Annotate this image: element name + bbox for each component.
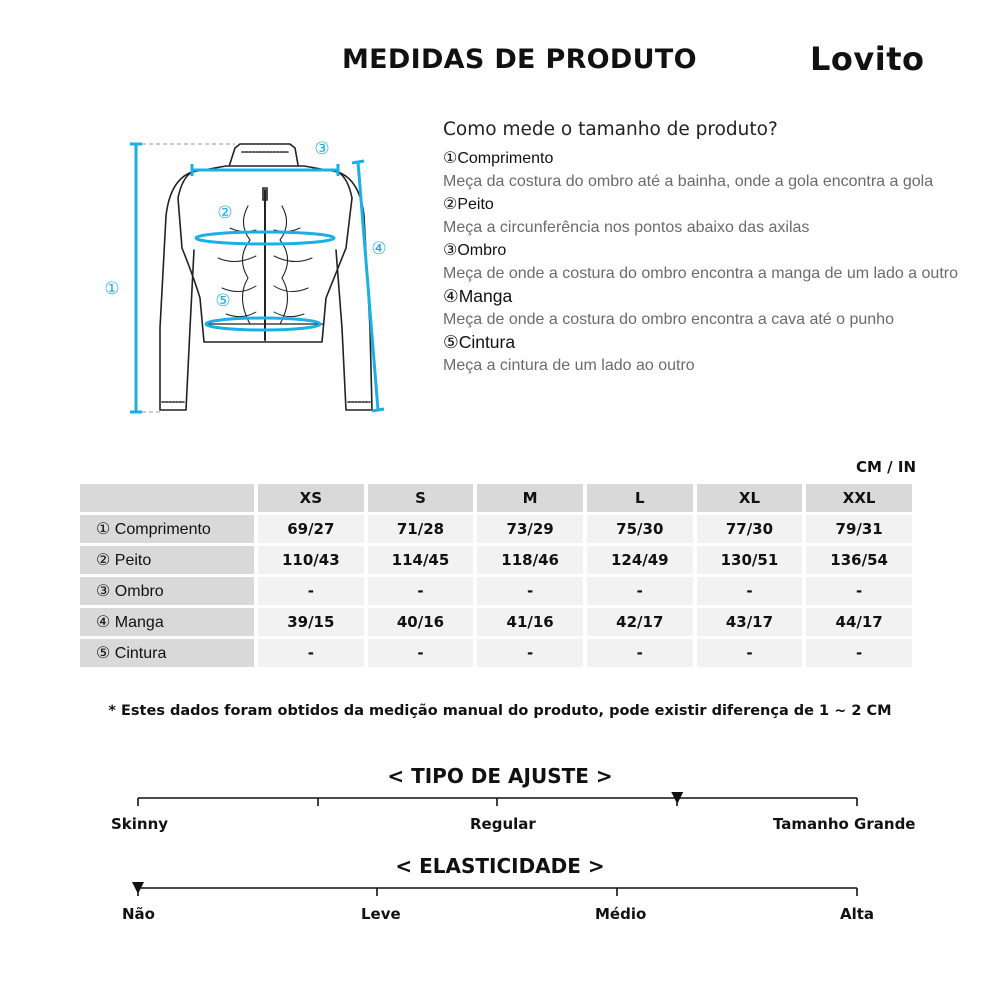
guide-item-title: ⑤Cintura xyxy=(443,332,516,352)
row-label: ⑤ Cintura xyxy=(80,639,254,667)
table-cell: 124/49 xyxy=(587,546,693,574)
table-cell: 110/43 xyxy=(258,546,364,574)
guide-item-title: ②Peito xyxy=(443,196,494,213)
fit-label: Regular xyxy=(470,815,536,833)
table-cell: 42/17 xyxy=(587,608,693,636)
guide-item-desc: Meça a circunferência nos pontos abaixo das axilas xyxy=(443,219,810,236)
disclaimer-note: * Estes dados foram obtidos da medição manual do produto, pode existir diferença de 1 ~ 2 CM xyxy=(108,703,892,719)
measuring-guide xyxy=(443,119,963,377)
row-label: ② Peito xyxy=(80,546,254,574)
marker-chest: ② xyxy=(217,203,233,223)
fit-label: Skinny xyxy=(111,815,169,833)
table-cell: 40/16 xyxy=(368,608,474,636)
brand-logo: Lovito xyxy=(810,40,925,78)
size-header: S xyxy=(368,484,474,512)
marker-waist: ⑤ xyxy=(215,291,231,311)
fit-type-scale xyxy=(0,790,1000,810)
table-cell: 44/17 xyxy=(806,608,912,636)
marker-length: ① xyxy=(104,279,120,299)
table-row xyxy=(80,515,912,543)
table-cell: 114/45 xyxy=(368,546,474,574)
size-header: XL xyxy=(697,484,803,512)
table-cell: - xyxy=(806,577,912,605)
guide-item-desc: Meça a cintura de um lado ao outro xyxy=(443,357,695,374)
page-title: MEDIDAS DE PRODUTO xyxy=(342,44,697,75)
elasticity-title: < ELASTICIDADE > xyxy=(395,854,605,878)
guide-item-title: ①Comprimento xyxy=(443,150,554,167)
table-cell: - xyxy=(697,577,803,605)
guide-item-title: ④Manga xyxy=(443,286,513,306)
guide-item-desc: Meça de onde a costura do ombro encontra a manga de um lado a outro xyxy=(443,265,958,282)
table-row xyxy=(80,639,912,667)
table-cell: 73/29 xyxy=(477,515,583,543)
table-cell: - xyxy=(697,639,803,667)
marker-shoulder: ③ xyxy=(314,139,330,159)
table-header-row xyxy=(80,484,912,512)
fit-label: Tamanho Grande xyxy=(773,815,916,833)
table-cell: 136/54 xyxy=(806,546,912,574)
table-row xyxy=(80,577,912,605)
guide-item-title: ③Ombro xyxy=(443,242,507,259)
elasticity-label: Leve xyxy=(361,905,401,923)
jacket-outline-illustration xyxy=(160,144,372,410)
table-cell: - xyxy=(368,639,474,667)
table-cell: 118/46 xyxy=(477,546,583,574)
table-row xyxy=(80,546,912,574)
table-cell: - xyxy=(258,577,364,605)
table-cell: - xyxy=(368,577,474,605)
elasticity-label: Alta xyxy=(840,905,875,923)
units-label: CM / IN xyxy=(856,458,916,476)
elasticity-label: Não xyxy=(122,905,155,923)
row-label: ③ Ombro xyxy=(80,577,254,605)
table-cell: 43/17 xyxy=(697,608,803,636)
guide-item-desc: Meça de onde a costura do ombro encontra a cava até o punho xyxy=(443,311,894,328)
marker-sleeve: ④ xyxy=(371,239,387,259)
table-cell: 71/28 xyxy=(368,515,474,543)
guide-question: Como mede o tamanho de produto? xyxy=(443,119,778,140)
elasticity-label: Médio xyxy=(595,905,647,923)
garment-diagram xyxy=(90,128,410,428)
table-cell: - xyxy=(587,639,693,667)
size-header: M xyxy=(477,484,583,512)
table-cell: - xyxy=(806,639,912,667)
table-cell: - xyxy=(258,639,364,667)
table-cell: - xyxy=(477,639,583,667)
row-label: ① Comprimento xyxy=(80,515,254,543)
fit-type-title: < TIPO DE AJUSTE > xyxy=(387,764,613,788)
table-cell: 39/15 xyxy=(258,608,364,636)
size-table xyxy=(76,481,916,670)
table-cell: 77/30 xyxy=(697,515,803,543)
table-row xyxy=(80,608,912,636)
row-label: ④ Manga xyxy=(80,608,254,636)
table-cell: 75/30 xyxy=(587,515,693,543)
guide-item-desc: Meça da costura do ombro até a bainha, onde a gola encontra a gola xyxy=(443,173,934,190)
table-cell: 130/51 xyxy=(697,546,803,574)
table-corner-cell xyxy=(80,484,254,512)
table-cell: 41/16 xyxy=(477,608,583,636)
size-header: XS xyxy=(258,484,364,512)
elasticity-scale xyxy=(0,880,1000,900)
table-cell: 69/27 xyxy=(258,515,364,543)
size-header: L xyxy=(587,484,693,512)
table-cell: - xyxy=(477,577,583,605)
table-cell: 79/31 xyxy=(806,515,912,543)
size-header: XXL xyxy=(806,484,912,512)
table-cell: - xyxy=(587,577,693,605)
